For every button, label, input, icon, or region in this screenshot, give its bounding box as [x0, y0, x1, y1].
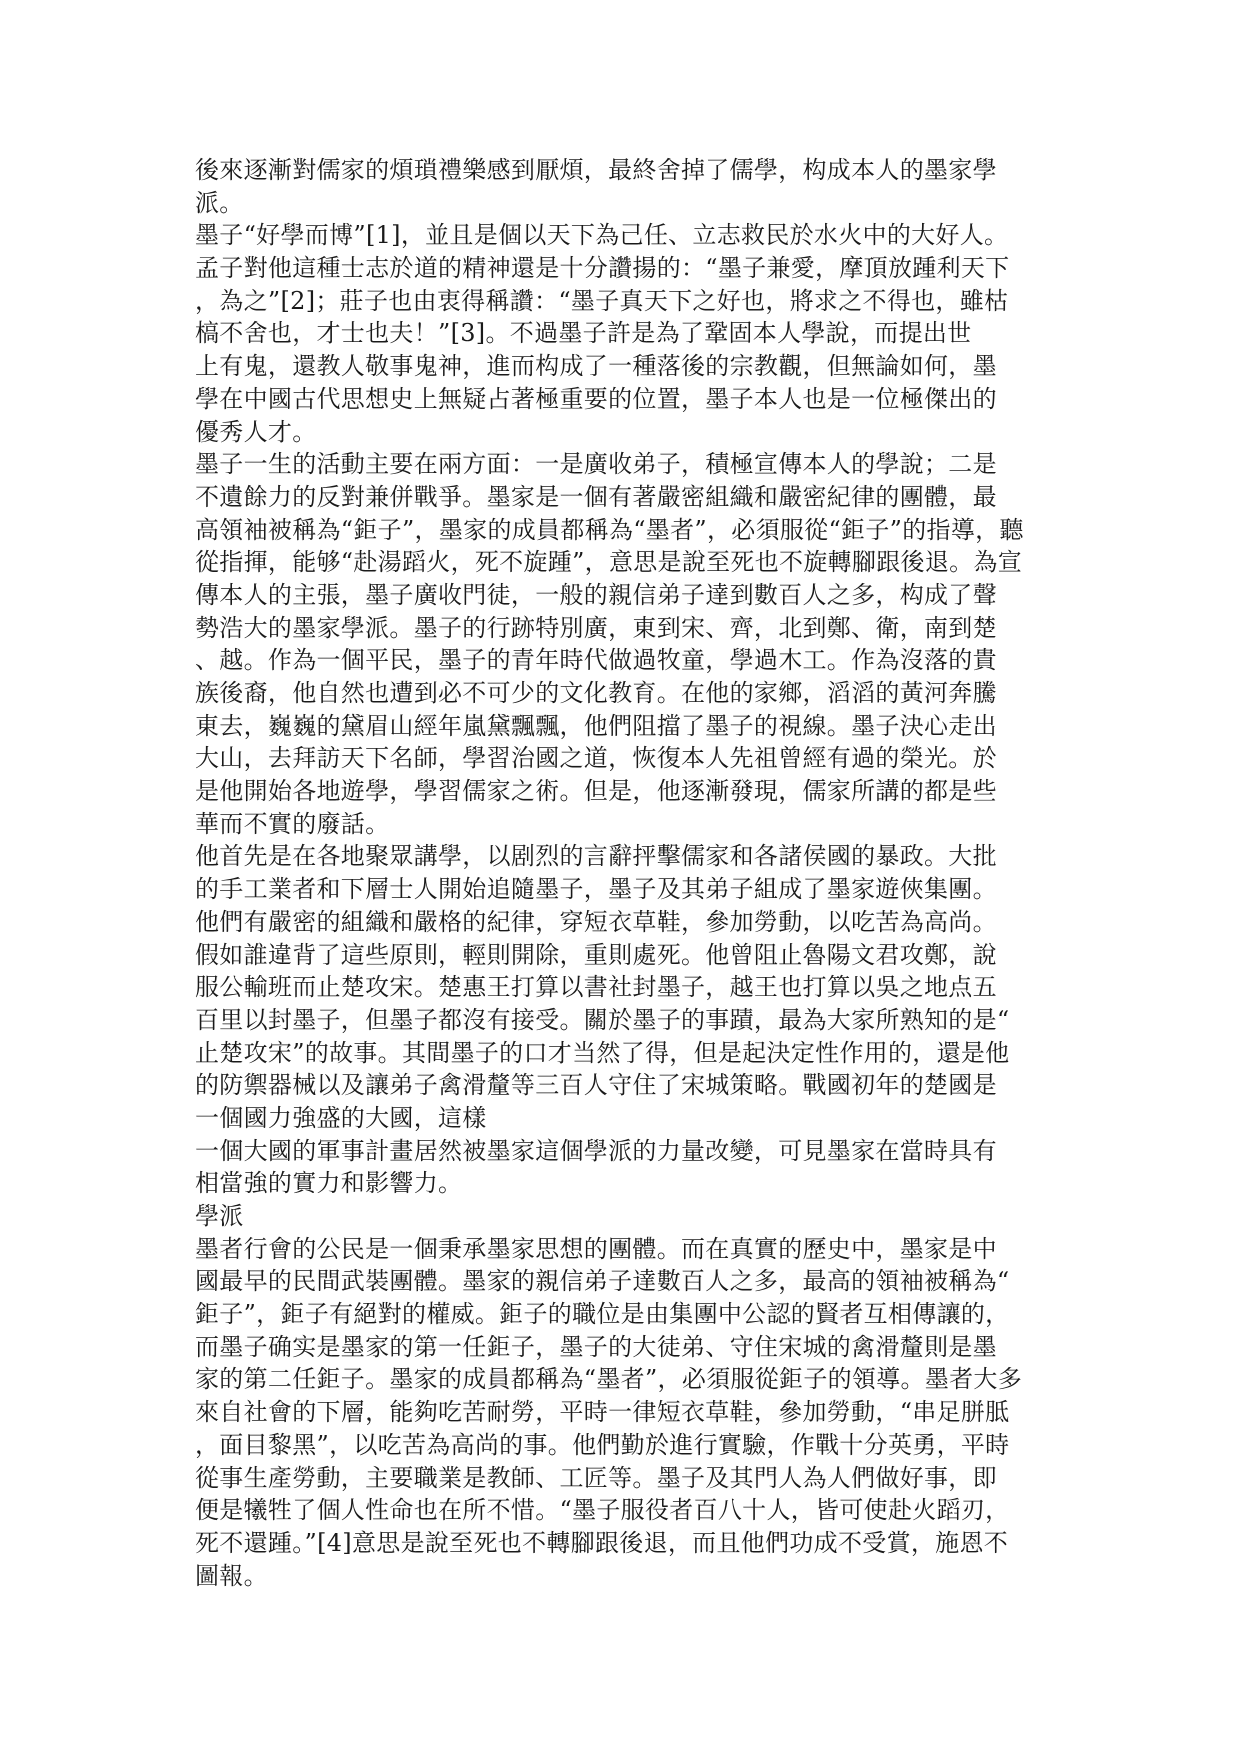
text-line: 後來逐漸對儒家的煩瑣禮樂感到厭煩，最終舍掉了儒學，构成本人的墨家學	[195, 156, 997, 184]
text-line: 的防禦器械以及讓弟子禽滑釐等三百人守住了宋城策略。戰國初年的楚國是	[195, 1071, 997, 1100]
text-line: 高領袖被稱為“鉅子”，墨家的成員都稱為“墨者”，必須服從“鉅子”的指導，聽	[195, 515, 1024, 544]
text-line: 服公輸班而止楚攻宋。楚惠王打算以書社封墨子，越王也打算以吳之地点五	[195, 973, 997, 1002]
text-line: 槁不舍也，才士也夫！”[3]。不過墨子許是為了鞏固本人學說，而提出世	[195, 319, 972, 348]
text-line: 勢浩大的墨家學派。墨子的行跡特別廣，東到宋、齊，北到鄭、衛，南到楚	[195, 613, 997, 642]
text-line: ，面目黎黑”，以吃苦為高尚的事。他們勤於進行實驗，作戰十分英勇，平時	[195, 1430, 1010, 1459]
text-line: 優秀人才。	[195, 417, 317, 446]
text-line: 學派	[195, 1202, 244, 1230]
text-line: 墨子“好學而博”[1]，並且是個以天下為己任、立志救民於水火中的大好人。	[195, 221, 1009, 250]
text-line: 東去，巍巍的黛眉山經年嵐黛飄飄，他們阻擋了墨子的視線。墨子決心走出	[195, 711, 997, 740]
text-line: 便是犧牲了個人性命也在所不惜。“墨子服役者百八十人，皆可使赴火蹈刃，	[195, 1496, 1010, 1525]
text-line: 的手工業者和下層士人開始追隨墨子，墨子及其弟子組成了墨家遊俠集團。	[195, 875, 997, 904]
text-line: 圖報。	[195, 1561, 268, 1590]
text-line: 、越。作為一個平民，墨子的青年時代做過牧童，學過木工。作為沒落的貴	[195, 646, 997, 675]
text-line: 孟子對他這種士志於道的精神還是十分讚揚的：“墨子兼愛，摩頂放踵利天下	[195, 254, 1010, 283]
text-line: 百里以封墨子，但墨子都沒有接受。關於墨子的事蹟，最為大家所熟知的是“	[195, 1005, 1010, 1034]
document-body	[195, 154, 1055, 1592]
text-line: 是他開始各地遊學，學習儒家之術。但是，他逐漸發現，儒家所講的都是些	[195, 777, 997, 806]
text-line: 從事生產勞動，主要職業是教師、工匠等。墨子及其門人為人們做好事，即	[195, 1463, 997, 1492]
text-line: ，為之”[2]；莊子也由衷得稱讚：“墨子真天下之好也，將求之不得也，雖枯	[195, 286, 1009, 315]
text-line: 不遺餘力的反對兼併戰爭。墨家是一個有著嚴密組織和嚴密紀律的團體，最	[195, 482, 997, 511]
text-line: 一個國力強盛的大國，這樣	[195, 1103, 487, 1132]
text-line: 華而不實的廢話。	[195, 809, 390, 838]
text-line: 而墨子确实是墨家的第一任鉅子，墨子的大徒弟、守住宋城的禽滑釐則是墨	[195, 1332, 997, 1361]
text-line: 一個大國的軍事計畫居然被墨家這個學派的力量改變，可見墨家在當時具有	[195, 1136, 997, 1165]
text-line: 國最早的民間武裝團體。墨家的親信弟子達數百人之多，最高的領袖被稱為“	[195, 1267, 1010, 1296]
text-line: 大山，去拜訪天下名師，學習治國之道，恢復本人先祖曾經有過的榮光。於	[195, 744, 997, 773]
text-line: 假如誰違背了這些原則，輕則開除，重則處死。他曾阻止魯陽文君攻鄭，說	[195, 940, 997, 969]
text-line: 墨子一生的活動主要在兩方面：一是廣收弟子，積極宣傳本人的學說；二是	[195, 450, 997, 479]
text-line: 上有鬼，還教人敬事鬼神，進而构成了一種落後的宗教觀，但無論如何，墨	[195, 352, 997, 381]
text-line: 相當強的實力和影響力。	[195, 1169, 463, 1198]
text-line: 學在中國古代思想史上無疑占著極重要的位置，墨子本人也是一位極傑出的	[195, 384, 997, 413]
text-line: 他們有嚴密的組織和嚴格的紀律，穿短衣草鞋，參加勞動，以吃苦為高尚。	[195, 907, 997, 936]
text-line: 死不還踵。”[4]意思是說至死也不轉腳跟後退，而且他們功成不受賞，施恩不	[195, 1528, 1009, 1557]
text-line: 墨者行會的公民是一個秉承墨家思想的團體。而在真實的歷史中，墨家是中	[195, 1234, 997, 1263]
text-line: 止楚攻宋”的故事。其間墨子的口才当然了得，但是起決定性作用的，還是他	[195, 1038, 1010, 1067]
text-line: 來自社會的下層，能夠吃苦耐勞，平時一律短衣草鞋，參加勞動，“串足胼胝	[195, 1398, 1010, 1427]
text-line: 家的第二任鉅子。墨家的成員都稱為“墨者”，必須服從鉅子的領導。墨者大多	[195, 1365, 1023, 1394]
text-line: 從指揮，能够“赴湯蹈火，死不旋踵”，意思是說至死也不旋轉腳跟後退。為宣	[195, 548, 1023, 577]
text-line: 族後裔，他自然也遭到必不可少的文化教育。在他的家鄉，滔滔的黃河奔騰	[195, 679, 997, 707]
text-line: 傳本人的主張，墨子廣收門徒，一般的親信弟子達到數百人之多，构成了聲	[195, 580, 997, 609]
text-line: 鉅子”，鉅子有絕對的權威。鉅子的職位是由集團中公認的賢者互相傳讓的，	[195, 1300, 1010, 1329]
text-line: 派。	[195, 188, 244, 217]
text-line: 他首先是在各地聚眾講學，以剧烈的言辭抨擊儒家和各諸侯國的暴政。大批	[195, 842, 997, 871]
